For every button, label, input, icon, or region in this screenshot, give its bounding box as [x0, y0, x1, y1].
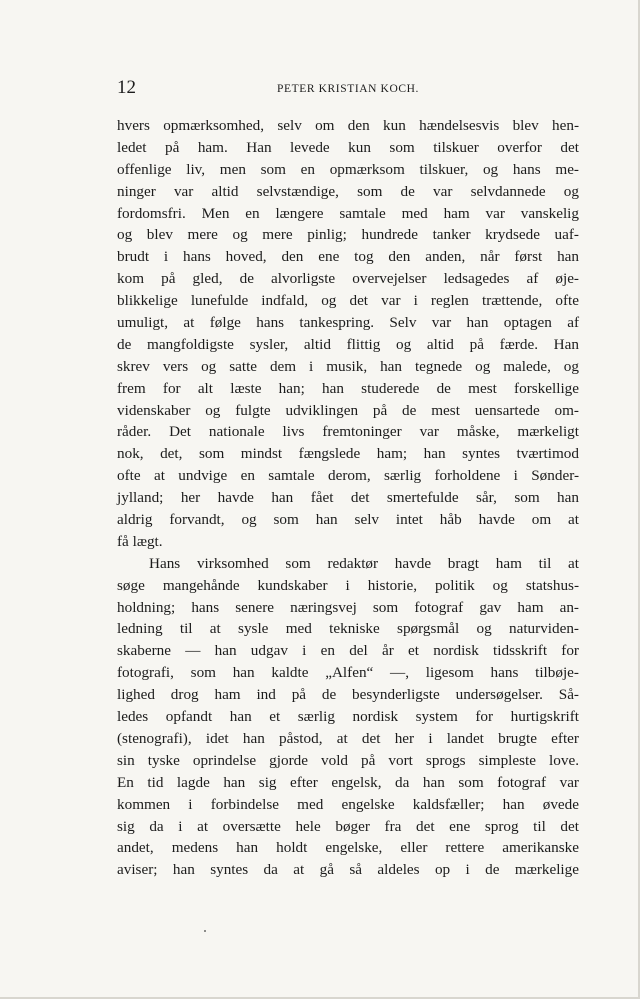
text-line: Hans virksomhed som redaktør havde bragt ham til at	[149, 554, 579, 572]
text-line: aldrig forvandt, og som han selv intet håb havde om at	[117, 511, 579, 529]
text-line: (stenografi), idet han påstod, at det her i landet brugte efter	[117, 729, 579, 747]
text-line: de mangfoldigste sysler, altid flittig og altid på færde. Han	[117, 335, 579, 353]
text-line: hvers opmærksomhed, selv om den kun hændelsesvis blev hen-	[117, 117, 579, 134]
text-line: umuligt, at følge hans tankespring. Selv var han optagen af	[117, 314, 579, 332]
text-line: ledning til at sysle med tekniske spørgsmål og naturviden-	[117, 620, 579, 638]
text-line: nok, det, som mindst fængslede ham; han syntes tværtimod	[117, 445, 579, 463]
running-head: PETER KRISTIAN KOCH.	[276, 83, 419, 95]
text-line: videnskaber og fulgte udviklingen på de mest uensartede om-	[117, 401, 579, 419]
paper-speck	[204, 930, 206, 932]
page-number: 12	[117, 77, 136, 98]
text-line: og blev mere og mere pinlig; hundrede tanker krydsede uaf-	[117, 226, 579, 244]
text-line: skrev vers og satte dem i musik, han tegnede og malede, og	[117, 357, 579, 375]
text-line: lighed drog ham ind på de besynderligste undersøgelser. Så-	[117, 686, 579, 704]
text-line: En tid lagde han sig efter engelsk, da han som fotograf var	[117, 773, 579, 791]
text-line: brudt i hans hoved, den ene tog den anden, når først han	[117, 248, 579, 266]
text-line: fotografi, som han kaldte „Alfen“ —, ligesom hans tilbøje-	[117, 664, 579, 682]
text-line: kom på gled, de alvorligste overvejelser ledsagedes af øje-	[117, 270, 579, 288]
text-line: ninger var altid selvstændige, som de var selvdannede og	[117, 182, 579, 200]
text-line: fordomsfri. Men en længere samtale med ham var vanskelig	[117, 204, 579, 222]
text-line: skaberne — han udgav i en del år et nordisk tidsskrift for	[117, 642, 579, 660]
text-line: holdning; hans senere næringsvej som fotograf gav ham an-	[117, 598, 579, 616]
text-line: aviser; han syntes da at gå så aldeles op i de mærkelige	[117, 861, 579, 879]
text-line: offenlige liv, men som en opmærksom tilskuer, og hans me-	[117, 160, 579, 178]
text-line: råder. Det nationale livs fremtoninger var måske, mærkeligt	[117, 423, 579, 441]
paragraph-2	[117, 553, 579, 881]
text-line: sig da i at oversætte hele bøger fra det ene sprog til det	[117, 817, 579, 835]
paragraph-1	[117, 115, 579, 553]
text-line: få lægt.	[117, 532, 163, 550]
page-header	[117, 78, 579, 100]
text-line: andet, medens han holdt engelske, eller rettere amerikanske	[117, 839, 579, 857]
text-line: søge mangehånde kundskaber i historie, politik og statshus-	[117, 576, 579, 594]
text-line: ledet på ham. Han levede kun som tilskuer overfor det	[117, 138, 579, 156]
text-line: ofte at undvige en samtale derom, særlig forholdene i Sønder-	[117, 467, 579, 485]
text-line: jylland; her havde han fået det smertefulde sår, som han	[117, 489, 579, 507]
text-line: ledes opfandt han et særlig nordisk system for hurtigskrift	[117, 708, 579, 726]
text-line: sin tyske oprindelse gjorde vold på vort sprogs simpleste love.	[117, 751, 579, 769]
text-line: kommen i forbindelse med engelske kaldsfæller; han øvede	[117, 795, 579, 813]
body-text	[117, 115, 579, 881]
text-line: blikkelige lunefulde indfald, og det var i reglen trættende, ofte	[117, 292, 579, 310]
text-line: frem for alt læste han; han studerede de mest forskellige	[117, 379, 579, 397]
